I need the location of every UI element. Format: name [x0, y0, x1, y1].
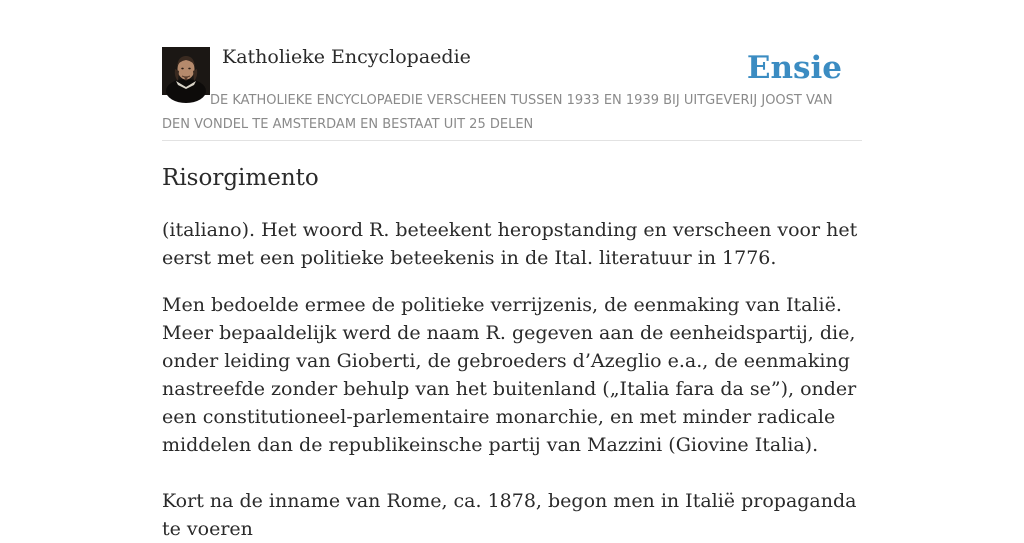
portrait-image — [162, 47, 210, 95]
article-paragraph: Men bedoelde ermee de politieke verrijzenis, de eenmaking van Italië. Meer bepaaldelijk werd de naam R. gegeven aan de eenheidspartij, die, onder leiding van Gioberti, de gebroeders d’Azeglio e.a., de eenmaking nastreefde zonder behulp van het buitenland („Italia fara da se”), onder een constitutioneel-parlementaire monarchie, en met minder radicale middelen dan de republikeinsche partij van Mazzini (Giovine Italia). — [162, 294, 857, 456]
source-description: DE KATHOLIEKE ENCYCLOPAEDIE VERSCHEEN TUSSEN 1933 EN 1939 BIJ UITGEVERIJ JOOST VAN DEN VONDEL TE AMSTERDAM EN BESTAAT UIT 25 DELEN — [162, 93, 833, 132]
article-title: Risorgimento — [162, 165, 319, 191]
article-paragraph: Kort na de inname van Rome, ca. 1878, begon men in Italië propaganda te voeren — [162, 490, 857, 540]
source-title[interactable]: Katholieke Encyclopaedie — [222, 46, 471, 68]
ensie-logo[interactable]: Ensie — [746, 50, 842, 86]
article-paragraph: (italiano). Het woord R. beteekent heropstanding en verscheen voor het eerst met een politieke beteekenis in de Ital. literatuur in 1776. — [162, 219, 858, 269]
article — [162, 160, 862, 543]
source-avatar[interactable] — [162, 47, 210, 95]
source-header — [162, 44, 862, 141]
